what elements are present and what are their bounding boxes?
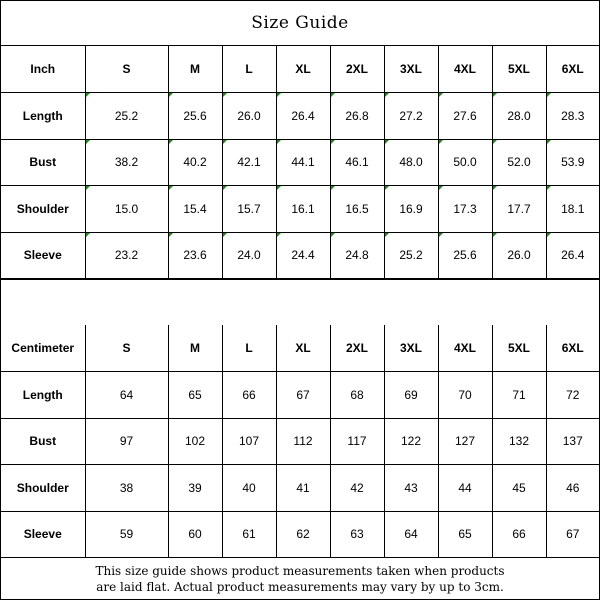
cell-corner-mark xyxy=(277,186,281,190)
measurement-cell xyxy=(384,511,438,558)
cell-corner-mark xyxy=(331,140,335,144)
measurement-value: 43 xyxy=(404,480,418,495)
measurement-value: 26.4 xyxy=(291,108,315,123)
measurement-value: 28.0 xyxy=(507,108,531,123)
cell-corner-mark xyxy=(223,233,227,237)
measurement-cell xyxy=(222,511,276,558)
size-header-cell: 5XL xyxy=(492,325,546,372)
measurement-value: 63 xyxy=(350,527,364,542)
size-header-cell: 4XL xyxy=(438,325,492,372)
cell-corner-mark xyxy=(439,186,443,190)
measurement-value: 71 xyxy=(512,387,526,402)
measurement-cell xyxy=(546,186,599,233)
measurement-cell xyxy=(492,418,546,465)
measurement-value: 60 xyxy=(188,527,202,542)
measurement-cell xyxy=(222,139,276,186)
measurement-value: 25.6 xyxy=(183,108,207,123)
measurement-cell xyxy=(276,372,330,419)
measurement-cell xyxy=(85,139,168,186)
row-label-cell: Shoulder xyxy=(1,186,85,233)
measurement-cell xyxy=(384,93,438,140)
measurement-value: 46 xyxy=(566,480,580,495)
measurement-value: 127 xyxy=(454,434,476,449)
measurement-cell xyxy=(276,186,330,233)
measurement-value: 50.0 xyxy=(453,155,477,170)
measurement-cell xyxy=(330,372,384,419)
measurement-value: 64 xyxy=(404,527,418,542)
table-spacer xyxy=(1,279,599,326)
measurement-value: 15.4 xyxy=(183,201,207,216)
header-row xyxy=(1,325,599,372)
table-row xyxy=(1,465,599,512)
measurement-cell xyxy=(330,511,384,558)
measurement-value: 15.7 xyxy=(237,201,261,216)
measurement-value: 97 xyxy=(119,434,134,449)
measurement-value: 48.0 xyxy=(399,155,423,170)
cell-corner-mark xyxy=(223,93,227,97)
measurement-cell xyxy=(546,418,599,465)
measurement-value: 25.2 xyxy=(399,248,423,263)
size-header-cell: 5XL xyxy=(492,46,546,93)
measurement-value: 26.0 xyxy=(507,248,531,263)
measurement-value: 39 xyxy=(188,480,202,495)
measurement-cell xyxy=(492,372,546,419)
measurement-cell xyxy=(384,139,438,186)
measurement-value: 28.3 xyxy=(561,108,585,123)
cell-corner-mark xyxy=(385,186,389,190)
measurement-cell xyxy=(168,465,222,512)
cell-corner-mark xyxy=(331,93,335,97)
row-label-cell: Length xyxy=(1,93,85,140)
measurement-value: 26.8 xyxy=(345,108,369,123)
cell-corner-mark xyxy=(493,140,497,144)
size-header-cell: S xyxy=(85,325,168,372)
measurement-value: 46.1 xyxy=(345,155,369,170)
measurement-cell xyxy=(168,372,222,419)
cell-corner-mark xyxy=(439,140,443,144)
measurement-cell xyxy=(438,139,492,186)
size-header-cell: M xyxy=(168,46,222,93)
measurement-cell xyxy=(384,465,438,512)
cell-corner-mark xyxy=(331,186,335,190)
measurement-cell xyxy=(222,232,276,279)
measurement-value: 66 xyxy=(512,527,526,542)
measurement-cell xyxy=(222,372,276,419)
table-row xyxy=(1,186,599,233)
cell-corner-mark xyxy=(493,233,497,237)
cell-corner-mark xyxy=(547,93,551,97)
measurement-cell xyxy=(492,232,546,279)
table-row xyxy=(1,139,599,186)
cell-corner-mark xyxy=(331,233,335,237)
measurement-value: 122 xyxy=(400,434,422,449)
measurement-value: 16.5 xyxy=(345,201,369,216)
row-label-cell: Sleeve xyxy=(1,232,85,279)
cell-corner-mark xyxy=(277,140,281,144)
measurement-value: 16.1 xyxy=(291,201,315,216)
cell-corner-mark xyxy=(547,233,551,237)
measurement-cell xyxy=(168,232,222,279)
measurement-cell xyxy=(546,232,599,279)
measurement-value: 24.4 xyxy=(291,248,315,263)
measurement-cell xyxy=(222,465,276,512)
cell-corner-mark xyxy=(547,186,551,190)
measurement-cell xyxy=(546,511,599,558)
centimeter-size-table xyxy=(1,325,599,558)
size-header-cell: S xyxy=(85,46,168,93)
page-title: Size Guide xyxy=(1,1,599,46)
measurement-cell xyxy=(438,372,492,419)
row-label-cell: Sleeve xyxy=(1,511,85,558)
measurement-value: 24.8 xyxy=(345,248,369,263)
measurement-cell xyxy=(222,418,276,465)
measurement-value: 117 xyxy=(347,434,367,449)
measurement-cell xyxy=(276,93,330,140)
table-row xyxy=(1,511,599,558)
cell-corner-mark xyxy=(385,140,389,144)
measurement-value: 42.1 xyxy=(237,155,261,170)
size-header-cell: 2XL xyxy=(330,325,384,372)
measurement-cell xyxy=(168,139,222,186)
measurement-value: 40 xyxy=(242,480,256,495)
cell-corner-mark xyxy=(86,233,90,237)
measurement-cell xyxy=(168,186,222,233)
measurement-cell xyxy=(276,232,330,279)
measurement-value: 112 xyxy=(293,434,313,449)
measurement-value: 72 xyxy=(566,387,580,402)
row-label-cell: Bust xyxy=(1,418,85,465)
measurement-cell xyxy=(546,93,599,140)
measurement-cell xyxy=(438,511,492,558)
measurement-value: 69 xyxy=(404,387,418,402)
measurement-value: 44.1 xyxy=(291,155,315,170)
measurement-value: 107 xyxy=(238,434,260,449)
measurement-value: 42 xyxy=(350,480,364,495)
measurement-cell xyxy=(384,232,438,279)
measurement-cell xyxy=(168,511,222,558)
note-line-1: This size guide shows product measurements taken when products xyxy=(95,564,505,578)
measurement-cell xyxy=(85,465,168,512)
cell-corner-mark xyxy=(169,93,173,97)
measurement-cell xyxy=(85,372,168,419)
cell-corner-mark xyxy=(547,140,551,144)
measurement-cell xyxy=(85,232,168,279)
table-row xyxy=(1,418,599,465)
cell-corner-mark xyxy=(169,186,173,190)
measurement-value: 67 xyxy=(566,527,580,542)
measurement-value: 41 xyxy=(296,480,310,495)
size-header-cell: 6XL xyxy=(546,46,599,93)
cell-corner-mark xyxy=(223,140,227,144)
measurement-value: 16.9 xyxy=(399,201,423,216)
measurement-cell xyxy=(330,139,384,186)
measurement-cell xyxy=(546,139,599,186)
measurement-value: 23.2 xyxy=(114,248,139,263)
measurement-value: 25.6 xyxy=(453,248,477,263)
measurement-cell xyxy=(276,465,330,512)
note-line-2: are laid flat. Actual product measurements may vary by up to 3cm. xyxy=(96,580,504,594)
size-header-cell: 4XL xyxy=(438,46,492,93)
measurement-value: 68 xyxy=(350,387,364,402)
measurement-value: 65 xyxy=(188,387,202,402)
measurement-cell xyxy=(438,465,492,512)
size-header-cell: XL xyxy=(276,46,330,93)
measurement-value: 26.0 xyxy=(237,108,261,123)
measurement-cell xyxy=(85,511,168,558)
measurement-cell xyxy=(330,232,384,279)
size-header-cell: M xyxy=(168,325,222,372)
measurement-cell xyxy=(438,186,492,233)
measurement-value: 15.0 xyxy=(114,201,139,216)
measurement-value: 24.0 xyxy=(237,248,261,263)
header-row xyxy=(1,46,599,93)
measurement-cell xyxy=(546,465,599,512)
measurement-value: 44 xyxy=(458,480,472,495)
measurement-value: 17.3 xyxy=(453,201,477,216)
measurement-cell xyxy=(168,93,222,140)
measurement-cell xyxy=(276,418,330,465)
measurement-cell xyxy=(438,232,492,279)
measurement-cell xyxy=(276,511,330,558)
measurement-note xyxy=(1,557,599,600)
cell-corner-mark xyxy=(439,233,443,237)
cell-corner-mark xyxy=(86,93,90,97)
measurement-cell xyxy=(330,186,384,233)
cell-corner-mark xyxy=(385,93,389,97)
size-header-cell: 3XL xyxy=(384,46,438,93)
row-label-cell: Length xyxy=(1,372,85,419)
measurement-value: 61 xyxy=(242,527,256,542)
measurement-cell xyxy=(492,511,546,558)
measurement-value: 27.6 xyxy=(453,108,477,123)
measurement-cell xyxy=(492,186,546,233)
measurement-cell xyxy=(438,93,492,140)
measurement-cell xyxy=(492,93,546,140)
measurement-value: 53.9 xyxy=(561,155,585,170)
cell-corner-mark xyxy=(277,93,281,97)
measurement-value: 62 xyxy=(296,527,310,542)
measurement-value: 137 xyxy=(562,434,583,449)
measurement-value: 52.0 xyxy=(507,155,531,170)
cell-corner-mark xyxy=(493,186,497,190)
size-header-cell: 2XL xyxy=(330,46,384,93)
cell-corner-mark xyxy=(86,140,90,144)
measurement-cell xyxy=(384,186,438,233)
cell-corner-mark xyxy=(169,140,173,144)
measurement-value: 67 xyxy=(296,387,310,402)
cell-corner-mark xyxy=(169,233,173,237)
measurement-cell xyxy=(85,186,168,233)
row-label-cell: Shoulder xyxy=(1,465,85,512)
measurement-value: 59 xyxy=(119,527,134,542)
measurement-cell xyxy=(168,418,222,465)
measurement-cell xyxy=(492,465,546,512)
measurement-cell xyxy=(384,418,438,465)
cell-corner-mark xyxy=(223,186,227,190)
measurement-value: 70 xyxy=(458,387,472,402)
measurement-cell xyxy=(330,465,384,512)
size-header-cell: L xyxy=(222,325,276,372)
table-row xyxy=(1,372,599,419)
measurement-value: 38 xyxy=(119,480,134,495)
measurement-value: 65 xyxy=(458,527,472,542)
measurement-value: 18.1 xyxy=(561,201,585,216)
measurement-value: 45 xyxy=(512,480,526,495)
measurement-value: 40.2 xyxy=(183,155,207,170)
unit-header-cell: Inch xyxy=(1,46,85,93)
row-label-cell: Bust xyxy=(1,139,85,186)
unit-header-cell: Centimeter xyxy=(1,325,85,372)
measurement-cell xyxy=(276,139,330,186)
size-header-cell: XL xyxy=(276,325,330,372)
measurement-value: 38.2 xyxy=(114,155,139,170)
measurement-value: 132 xyxy=(508,434,530,449)
measurement-cell xyxy=(222,186,276,233)
measurement-cell xyxy=(438,418,492,465)
measurement-value: 64 xyxy=(119,387,134,402)
measurement-cell xyxy=(222,93,276,140)
measurement-cell xyxy=(85,93,168,140)
measurement-cell xyxy=(492,139,546,186)
cell-corner-mark xyxy=(385,233,389,237)
measurement-cell xyxy=(330,418,384,465)
size-header-cell: 3XL xyxy=(384,325,438,372)
table-row xyxy=(1,93,599,140)
inch-size-table xyxy=(1,46,599,279)
measurement-cell xyxy=(546,372,599,419)
cell-corner-mark xyxy=(86,186,90,190)
size-header-cell: L xyxy=(222,46,276,93)
cell-corner-mark xyxy=(277,233,281,237)
measurement-value: 25.2 xyxy=(114,108,139,123)
size-header-cell: 6XL xyxy=(546,325,599,372)
measurement-value: 26.4 xyxy=(561,248,585,263)
measurement-value: 23.6 xyxy=(183,248,207,263)
table-row xyxy=(1,232,599,279)
measurement-cell xyxy=(85,418,168,465)
measurement-cell xyxy=(330,93,384,140)
measurement-value: 27.2 xyxy=(399,108,423,123)
measurement-value: 66 xyxy=(242,387,256,402)
cell-corner-mark xyxy=(439,93,443,97)
measurement-value: 102 xyxy=(184,434,206,449)
measurement-value: 17.7 xyxy=(507,201,531,216)
cell-corner-mark xyxy=(493,93,497,97)
measurement-cell xyxy=(384,372,438,419)
